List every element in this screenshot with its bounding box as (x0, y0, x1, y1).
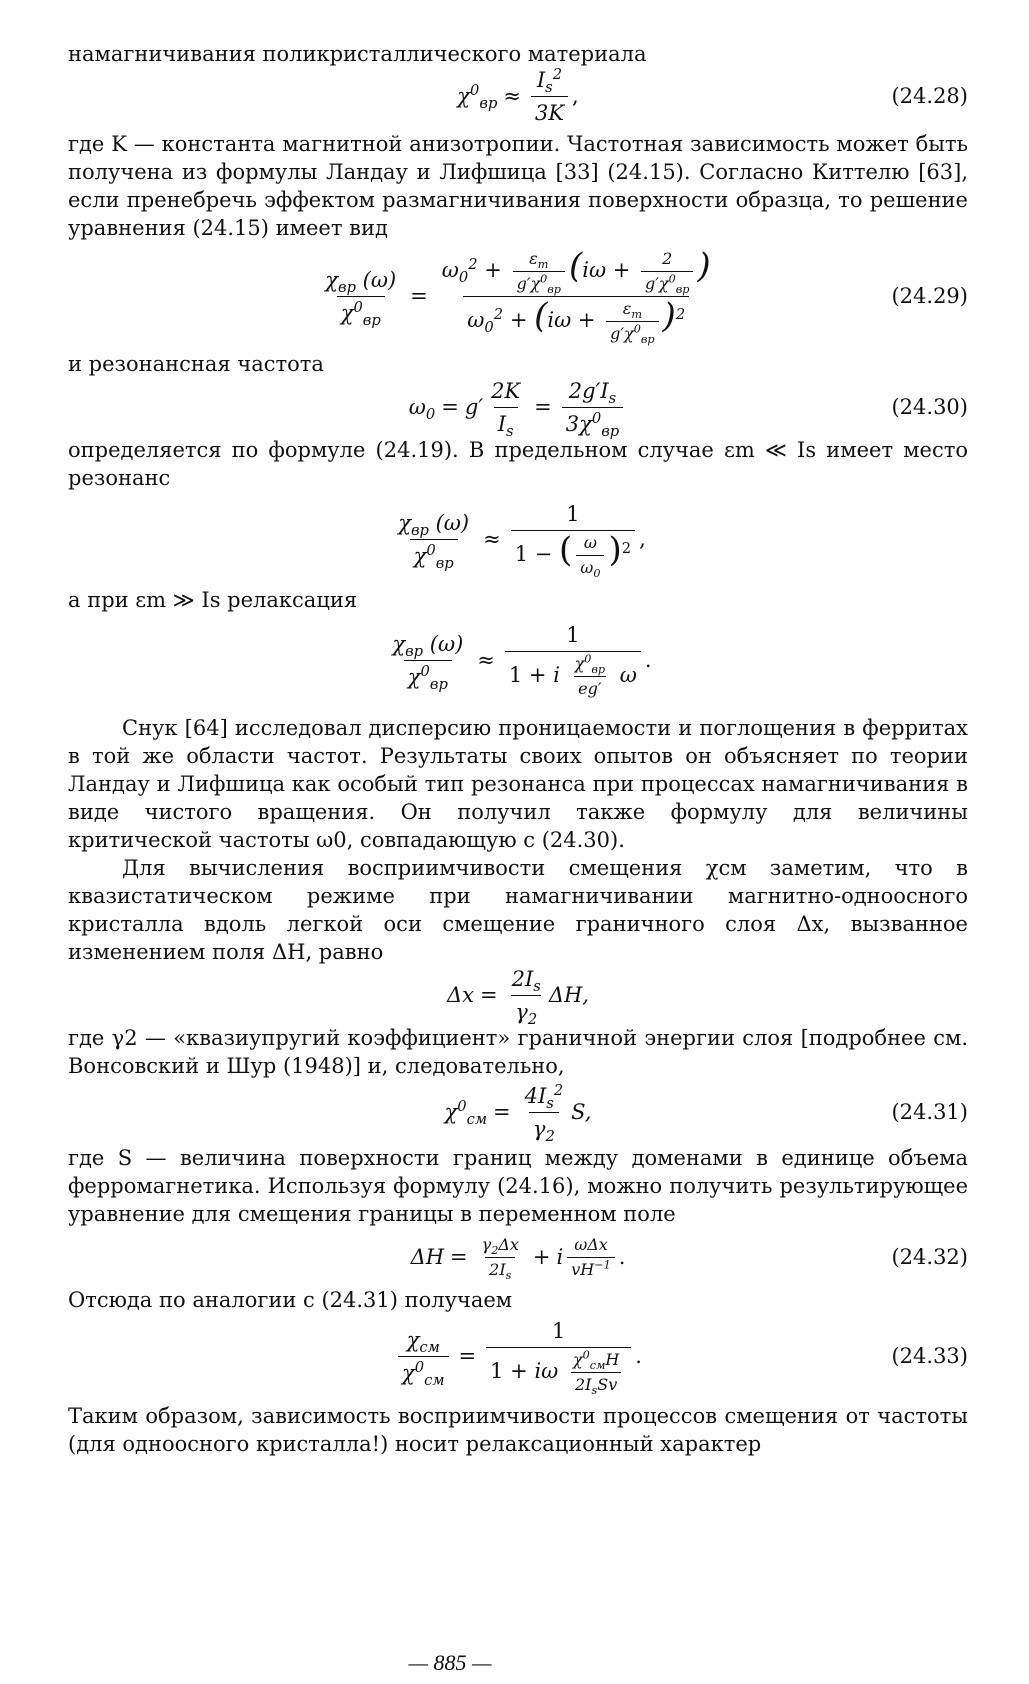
equation-24-28: $\chi^0_{вр}$ ≈ $\frac{I_s^2}{3K}$ , (24.28) (457, 65, 968, 125)
equation-number: (24.31) (891, 1100, 968, 1124)
paragraph: а при εm ≫ Is релаксация (68, 588, 358, 612)
paragraph: Для вычисления восприимчивости смещения χсм заметим, что в квазистатическом режиме при намагничивании магнитно-одноосного кристалла вдоль легкой оси смещение граничного слоя Δx, вызванное изменением поля ΔH, равно (68, 856, 968, 964)
equation-number: (24.29) (891, 284, 968, 308)
equation-number: (24.33) (891, 1344, 968, 1368)
equation-24-33: $\chi_{см}$ $\chi^0_{см}$ = 1 1 + iω $\chi^0_{см}H$ $2I_sSv$ . (24.33) (68, 1314, 968, 1398)
page (68, 40, 968, 1458)
paragraph: где γ2 — «квазиупругий коэффициент» граничной энергии слоя [подробнее см. Вонсовский и Шур (1948)] и, следовательно, (68, 1026, 968, 1078)
paragraph: и резонансная частота (68, 352, 324, 376)
equation-delta-x: Δx = $\frac{2I_s}{\gamma_2}$ ΔH, (447, 966, 589, 1028)
paragraph: Отсюда по аналогии с (24.31) получаем (68, 1288, 513, 1312)
equation-number: (24.32) (891, 1245, 968, 1269)
paragraph: где K — константа магнитной анизотропии. Частотная зависимость может быть получена из формулы Ландау и Лифшица [33] (24.15). Согласно Киттелю [63], если пренебречь эффектом размагничивания поверхности образца, то решение уравнения (24.15) имеет вид (68, 132, 968, 240)
equation-24-30: $\omega_0$ = g′ $\frac{2K}{I_s}$ = $2g'I_s$ $3\chi^0_{вр}$ (24.30) (408, 378, 968, 440)
paragraph: где S — величина поверхности границ между доменами в единице объема ферромагнетика. Используя формулу (24.16), можно получить результирующее уравнение для смещения границы в переменном поле (68, 1146, 968, 1226)
equation-relaxation: $\chi_{вр}$ (ω) $\chi^0_{вр}$ ≈ 1 1 + i $\chi^0_{вр}$ eg′ ω . (392, 623, 652, 698)
equation-24-31: $\chi^0_{см}$ = $\frac{4I_s^2}{\gamma_2}$ S, (24.31) (444, 1081, 968, 1145)
text-line-1: намагничивания поликристаллического материала (68, 42, 647, 66)
equation-24-29: $\chi_{вр}$ (ω) $\chi^0_{вр}$ = $\omega_0^2$ + $\varepsilon_m$ $g'\chi^0_{вр}$ (iω + 2 $g'\chi^0_{вр}$ ) $\omega_0^2 + (i\omega$ + $\varepsilon_m$ $g'\chi^0_{вр}$ )$^2$ (24.29) (325, 245, 968, 346)
equation-resonance: $\chi_{вр}$ (ω) $\chi^0_{вр}$ ≈ 1 1 − ( $\frac{\omega}{\omega_0}$ )$^2$ , (398, 502, 646, 581)
paragraph: определяется по формуле (24.19). В предельном случае εm ≪ Is имеет место резонанс (68, 438, 968, 490)
equation-number: (24.28) (891, 84, 968, 108)
equation-number: (24.30) (891, 395, 968, 419)
page-number: — 885 — (408, 1650, 492, 1675)
paragraph: Таким образом, зависимость восприимчивости процессов смещения от частоты (для одноосного кристалла!) носит релаксационный характер (68, 1404, 968, 1456)
equation-24-32: ΔH = $\frac{\gamma_2\Delta x}{2I_s}$ + i ωΔx $vH^{-1}$ . (24.32) (410, 1234, 968, 1282)
paragraph: Снук [64] исследовал дисперсию проницаемости и поглощения в ферритах в той же области частот. Результаты своих опытов он объясняет по теории Ландау и Лифшица как особый тип резонанса при процессах намагничивания в виде чистого вращения. Он получил также формулу для величины критической частоты ω0, совпадающую с (24.30). (68, 716, 968, 852)
